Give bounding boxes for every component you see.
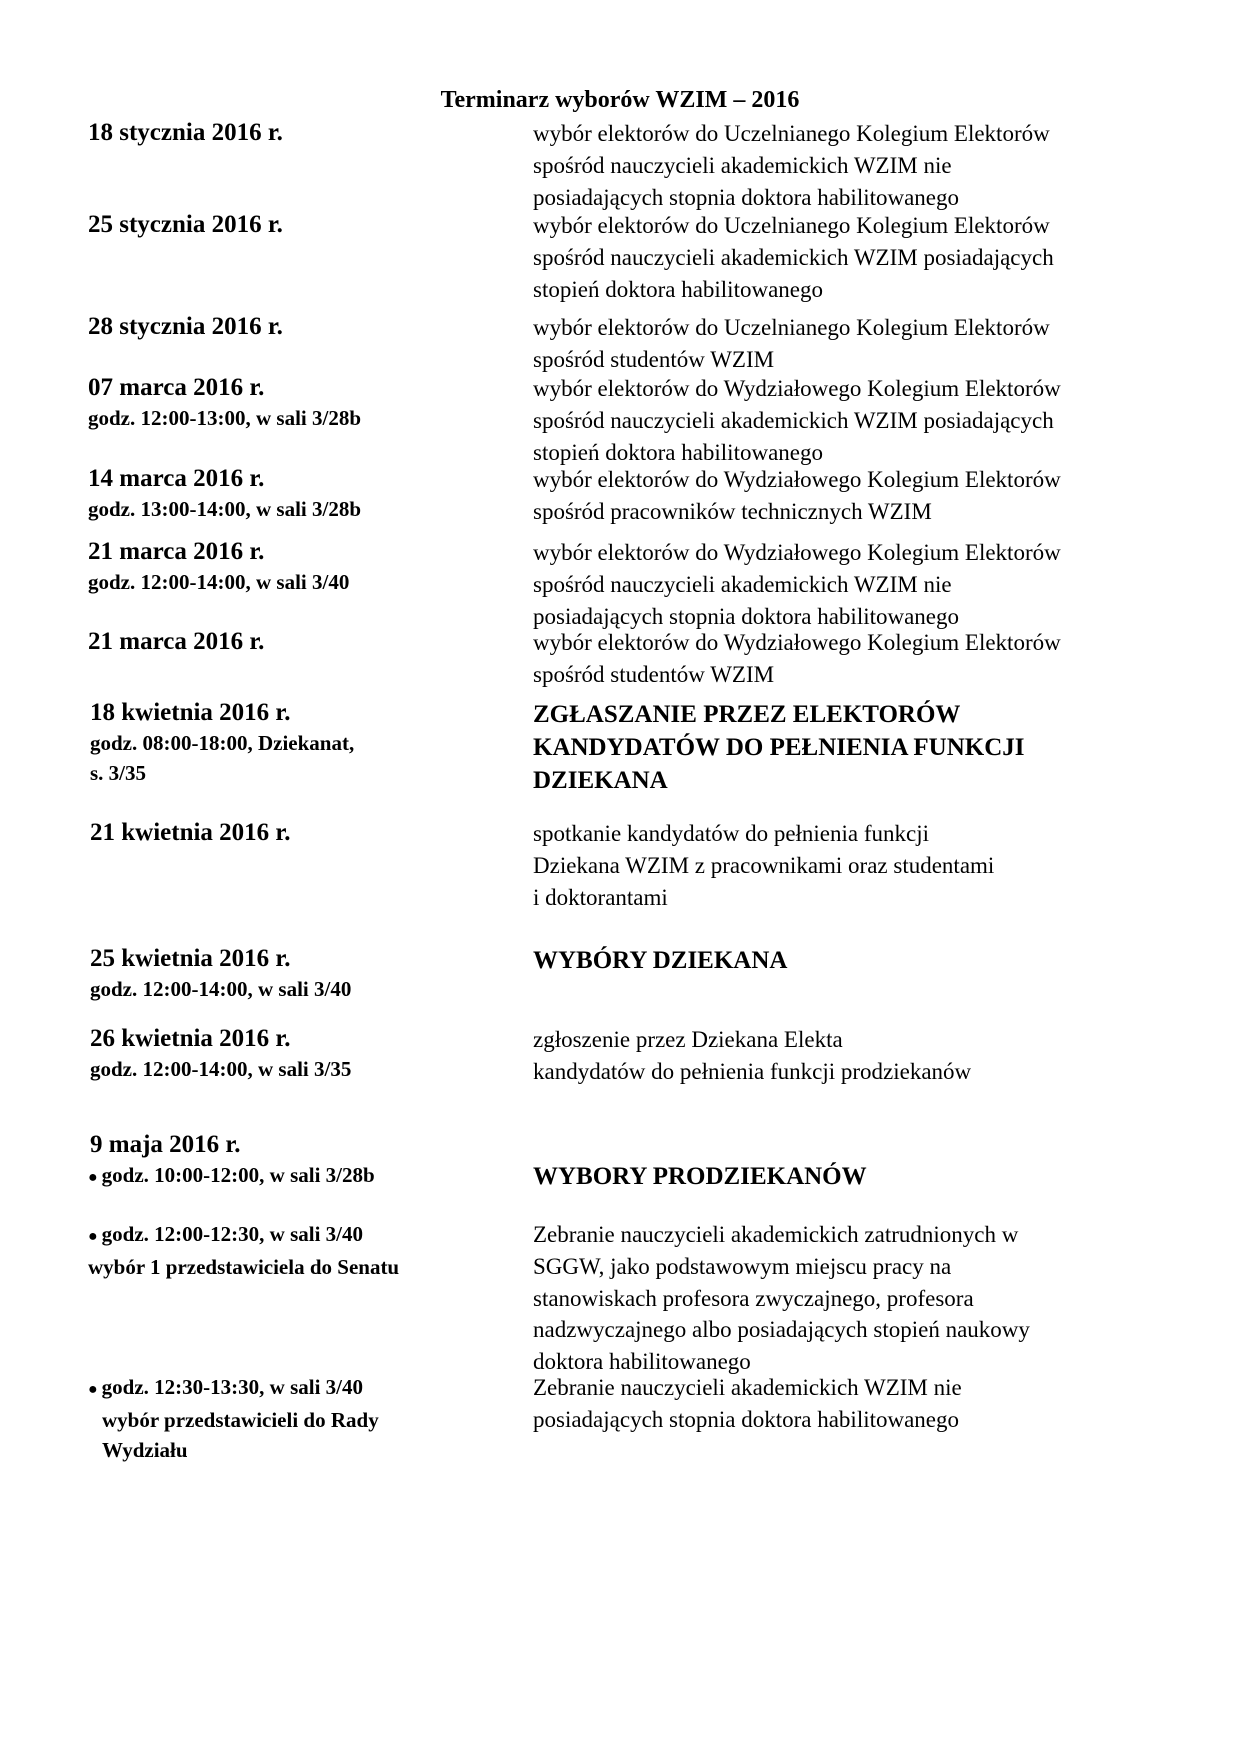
entry-when [88,1219,518,1282]
entry-when [90,944,520,1004]
entry-date: 25 kwietnia 2016 r. [90,945,291,972]
entry-date: 18 kwietnia 2016 r. [90,699,291,726]
desc-line: stanowiskach profesora zwyczajnego, profesora [533,1285,974,1311]
desc-line: wybór elektorów do Wydziałowego Kolegium Elektorów [533,630,1061,655]
desc-line: spośród studentów WZIM [533,346,775,372]
entry-description [533,464,1183,528]
entry-when [88,627,518,657]
desc-line: Dziekana WZIM z pracownikami oraz studentami [533,852,995,878]
entry-time: godz. 12:00-14:00, w sali 3/40 [90,977,352,1001]
entry-when [88,537,518,597]
entry-when [88,312,518,342]
desc-line: Zebranie nauczycieli akademickich zatrudnionych w [533,1222,1019,1247]
entry-description [533,698,1183,797]
entry-when [90,1024,520,1084]
desc-line: spośród studentów WZIM [533,661,775,687]
desc-line: wybór elektorów do Wydziałowego Kolegium Elektorów [533,467,1061,492]
desc-line: stopień doktora habilitowanego [533,439,823,465]
entry-note: wybór przedstawicieli do Rady [102,1408,379,1432]
entry-date: 21 kwietnia 2016 r. [90,819,291,846]
desc-line: posiadających stopnia doktora habilitowanego [533,603,960,629]
desc-line: spośród nauczycieli akademickich WZIM nie [533,571,952,597]
desc-line: doktora habilitowanego [533,1349,751,1375]
entry-date: 25 stycznia 2016 r. [88,211,283,238]
desc-line: spotkanie kandydatów do pełnienia funkcji [533,821,930,846]
entry-description [533,1160,1183,1193]
entry-time: godz. 10:00-12:00, w sali 3/28b [101,1163,375,1187]
entry-note: Wydziału [102,1438,188,1462]
entry-when [88,373,518,433]
entry-date: 21 marca 2016 r. [88,538,265,565]
entry-date: 07 marca 2016 r. [88,374,265,401]
entry-description [533,627,1183,691]
desc-line: Zebranie nauczycieli akademickich WZIM nie [533,1375,962,1400]
entry-when [88,464,518,524]
desc-line: zgłoszenie przez Dziekana Elekta [533,1027,843,1052]
entry-description [533,1024,1183,1088]
desc-line: SGGW, jako podstawowym miejscu pracy na [533,1253,952,1279]
desc-line: wybór elektorów do Uczelnianego Kolegium Elektorów [533,121,1050,146]
entry-time: godz. 12:00-12:30, w sali 3/40 [101,1222,363,1246]
entry-description [533,537,1183,632]
desc-line: i doktorantami [533,884,668,910]
entry-time: godz. 08:00-18:00, Dziekanat, [90,731,355,755]
entry-note: wybór 1 przedstawiciela do Senatu [88,1255,400,1279]
entry-date: 28 stycznia 2016 r. [88,313,283,340]
desc-line: spośród pracowników technicznych WZIM [533,498,932,524]
entry-date: 26 kwietnia 2016 r. [90,1025,291,1052]
entry-time: godz. 12:00-14:00, w sali 3/35 [90,1057,352,1081]
entry-time: godz. 12:30-13:30, w sali 3/40 [101,1375,363,1399]
entry-when [90,818,520,848]
entry-description [533,944,1183,977]
bullet-icon: ● [88,1228,98,1245]
desc-line: posiadających stopnia doktora habilitowanego [533,1406,960,1432]
entry-date: 21 marca 2016 r. [88,628,265,655]
entry-date: 14 marca 2016 r. [88,465,265,492]
desc-line: spośród nauczycieli akademickich WZIM posiadających [533,407,1054,433]
entry-description [533,118,1183,213]
desc-line: spośród nauczycieli akademickich WZIM nie [533,152,952,178]
entry-description [533,1372,1183,1436]
desc-line: wybór elektorów do Wydziałowego Kolegium Elektorów [533,376,1061,401]
desc-line: spośród nauczycieli akademickich WZIM posiadających [533,244,1054,270]
entry-description [533,1219,1183,1378]
desc-line: nadzwyczajnego albo posiadających stopień naukowy [533,1317,1030,1343]
bullet-icon: ● [88,1381,98,1398]
entry-description [533,818,1183,913]
entry-date: 18 stycznia 2016 r. [88,119,283,146]
entry-description [533,373,1183,468]
desc-line: wybór elektorów do Uczelnianego Kolegium Elektorów [533,315,1050,340]
desc-line: posiadających stopnia doktora habilitowanego [533,184,960,210]
entry-time: godz. 12:00-14:00, w sali 3/40 [88,570,350,594]
entry-when [90,698,520,788]
desc-line: DZIEKANA [533,767,668,794]
entry-place: s. 3/35 [90,761,147,785]
entry-time: godz. 13:00-14:00, w sali 3/28b [88,497,361,521]
entry-when [88,1372,518,1465]
entry-time: godz. 12:00-13:00, w sali 3/28b [88,406,361,430]
entry-description [533,312,1183,376]
desc-line: WYBÓRY DZIEKANA [533,947,788,974]
entry-when [90,1130,520,1160]
desc-line: ZGŁASZANIE PRZEZ ELEKTORÓW [533,701,961,728]
desc-line: wybór elektorów do Wydziałowego Kolegium Elektorów [533,540,1061,565]
desc-line: stopień doktora habilitowanego [533,276,823,302]
document-title: Terminarz wyborów WZIM – 2016 [440,87,800,113]
entry-description [533,210,1183,305]
desc-line: wybór elektorów do Uczelnianego Kolegium Elektorów [533,213,1050,238]
entry-when [88,118,518,148]
desc-line: kandydatów do pełnienia funkcji prodziekanów [533,1058,972,1084]
desc-line: WYBORY PRODZIEKANÓW [533,1163,867,1190]
bullet-icon: ● [88,1169,98,1186]
entry-when [88,1160,518,1193]
entry-date: 9 maja 2016 r. [90,1131,241,1158]
desc-line: KANDYDATÓW DO PEŁNIENIA FUNKCJI [533,734,1025,761]
entry-when [88,210,518,240]
